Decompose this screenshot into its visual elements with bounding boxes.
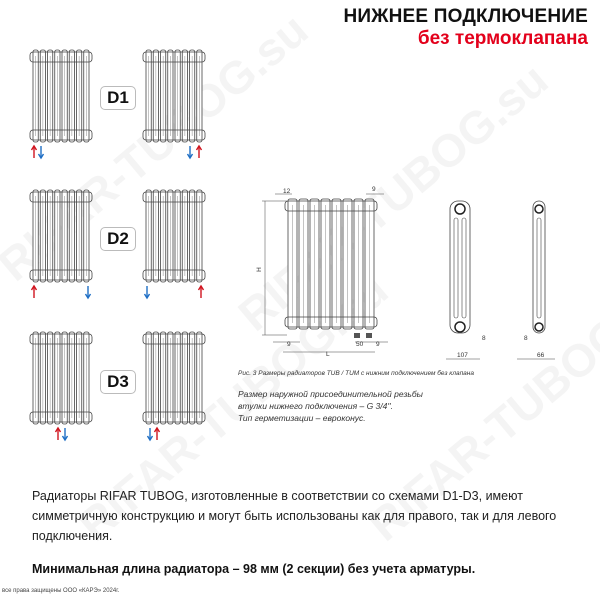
description-text: Радиаторы RIFAR TUBOG, изготовленные в соответствии со схемами D1-D3, имеют симметричную конструкцию и могут быть использованы как для правого, так и для левого подключения. [32, 489, 557, 543]
connector [354, 333, 360, 338]
dim-bottom-right: 9 [376, 341, 380, 348]
dim-offset-side: 8 [524, 335, 528, 342]
page-subtitle: без термоклапана [417, 28, 588, 49]
radiator-header [30, 52, 92, 62]
radiator-header [143, 52, 205, 62]
connection-note [238, 388, 423, 424]
radiator-header [30, 192, 92, 202]
scheme-label-d2: D2 [100, 227, 136, 251]
min-length-text: Минимальная длина радиатора – 98 мм (2 секции) без учета арматуры. [32, 562, 476, 576]
radiator-header [143, 270, 205, 280]
page-title: НИЖНЕЕ ПОДКЛЮЧЕНИЕ [343, 6, 588, 27]
radiator-header [30, 412, 92, 422]
radiator-header [30, 130, 92, 140]
dim-depth-front: 107 [457, 352, 468, 359]
radiator-header [143, 412, 205, 422]
radiator-header [143, 192, 205, 202]
connector [366, 333, 372, 338]
radiator-header [143, 130, 205, 140]
note-line: Тип герметизации – евроконус. [238, 413, 366, 423]
note-line: Размер наружной присоединительной резьбы [238, 389, 423, 399]
copyright: все права защищены ООО «КАРЭ» 2024г. [2, 588, 120, 594]
dim-spacing: 50 [356, 341, 364, 348]
scheme-label-d1: D1 [100, 86, 136, 110]
dim-length: L [326, 351, 330, 358]
dim-bottom-left: 9 [287, 341, 291, 348]
radiator-side-view [450, 201, 470, 333]
note-line: втулки нижнего подключения – G 3/4''. [238, 401, 393, 411]
dim-top-left: 12 [283, 188, 291, 195]
dim-height: H [255, 267, 263, 272]
radiator-header [30, 334, 92, 344]
figure-caption: Рис. 3 Размеры радиаторов TUB / TUM с нижним подключением без клапана [238, 370, 474, 377]
dim-offset-front: 8 [482, 335, 486, 342]
dim-top-right: 9 [372, 186, 376, 193]
radiator-header [143, 334, 205, 344]
scheme-label-d3: D3 [100, 370, 136, 394]
radiator-header [30, 270, 92, 280]
radiator-profile-view [533, 201, 545, 333]
dim-depth-side: 66 [537, 352, 545, 359]
